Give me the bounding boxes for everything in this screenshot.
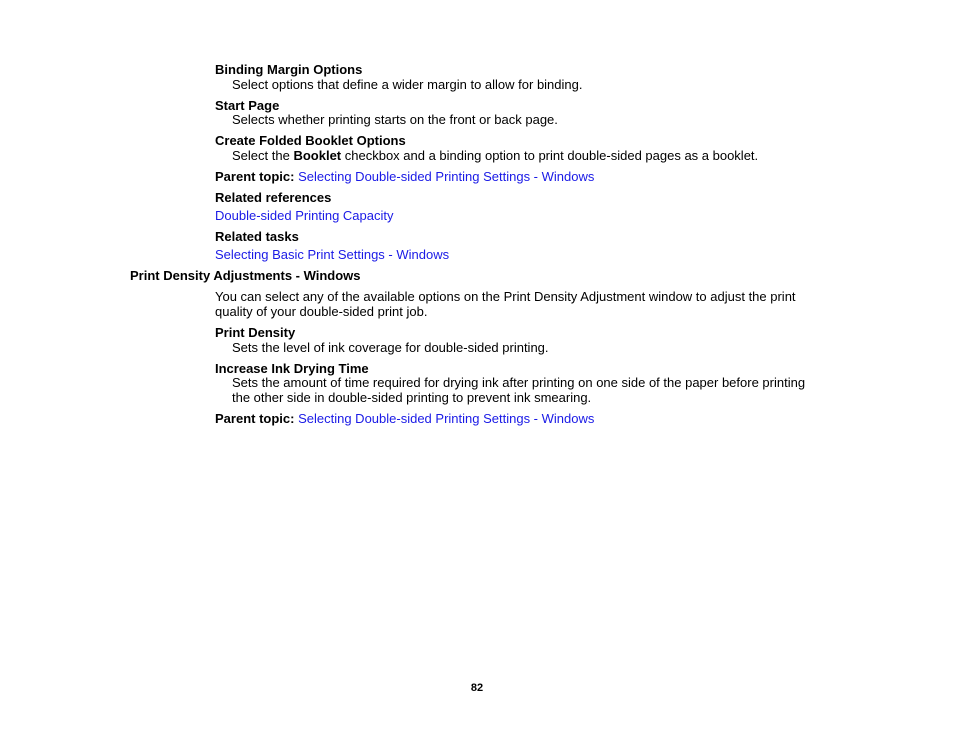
parent-topic-2 [215, 411, 594, 426]
folded-booklet-term: Create Folded Booklet Options [215, 133, 406, 148]
folded-booklet-desc-after: checkbox and a binding option to print double-sided pages as a booklet. [344, 148, 759, 163]
parent-topic-1-link[interactable]: Selecting Double-sided Printing Settings - Windows [298, 169, 595, 184]
print-density-section-heading: Print Density Adjustments - Windows [130, 268, 361, 283]
binding-margin-desc: Select options that define a wider margin to allow for binding. [232, 77, 583, 92]
related-references-heading: Related references [215, 190, 332, 205]
ink-drying-term: Increase Ink Drying Time [215, 361, 369, 376]
binding-margin-term: Binding Margin Options [215, 62, 363, 77]
print-density-intro-line1: You can select any of the available options on the Print Density Adjustment window to adjust the print [215, 289, 796, 304]
parent-topic-2-link[interactable]: Selecting Double-sided Printing Settings - Windows [298, 411, 595, 426]
ink-drying-desc-line2: the other side in double-sided printing to prevent ink smearing. [232, 390, 592, 405]
print-density-intro-line2: quality of your double-sided print job. [215, 304, 428, 319]
related-task-link[interactable]: Selecting Basic Print Settings - Windows [215, 247, 450, 262]
print-density-desc: Sets the level of ink coverage for double-sided printing. [232, 340, 549, 355]
print-density-term: Print Density [215, 325, 296, 340]
page-number: 82 [470, 682, 484, 694]
folded-booklet-desc-before: Select the [232, 148, 290, 163]
related-reference-link[interactable]: Double-sided Printing Capacity [215, 208, 394, 223]
start-page-term: Start Page [215, 98, 280, 113]
parent-topic-1 [215, 169, 594, 184]
parent-topic-2-label: Parent topic: [215, 411, 295, 426]
related-tasks-heading: Related tasks [215, 229, 299, 244]
booklet-bold-term: Booklet [293, 148, 342, 163]
ink-drying-desc-line1: Sets the amount of time required for drying ink after printing on one side of the paper before printing [232, 375, 806, 390]
parent-topic-1-label: Parent topic: [215, 169, 295, 184]
folded-booklet-desc [232, 148, 758, 163]
start-page-desc: Selects whether printing starts on the front or back page. [232, 112, 558, 127]
